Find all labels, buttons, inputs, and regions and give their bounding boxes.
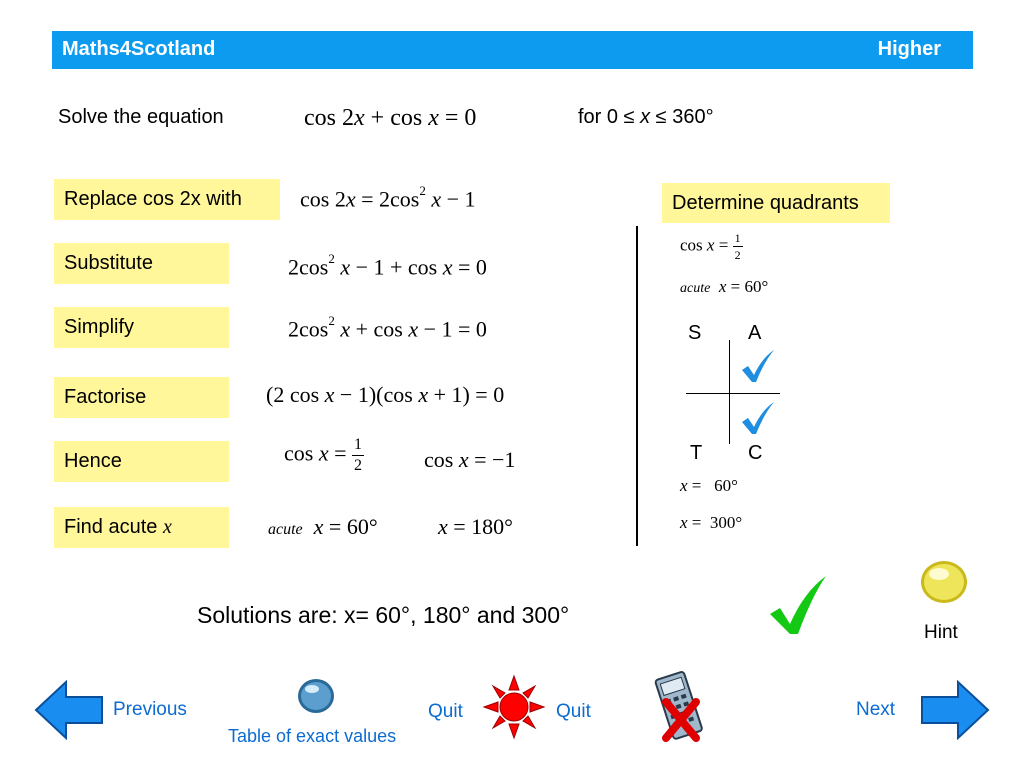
determine-quadrants-label: Determine quadrants [662, 183, 890, 223]
simplify-equation: $2\cos^2$ x + cos x − 1 = 0 [288, 313, 487, 342]
previous-arrow-icon[interactable] [34, 680, 104, 740]
header-bar [52, 31, 973, 69]
substitute-equation: $2\cos^2$ x − 1 + cos x = 0 [288, 251, 487, 280]
sun-quit-icon[interactable] [482, 674, 546, 740]
question-prompt: Solve the equation [58, 106, 224, 128]
step-label-find-acute: Find acute x [54, 507, 229, 548]
quadrant-a: A [748, 322, 762, 344]
green-check-icon [768, 574, 828, 636]
quadrant-solution-2: x = 300° [680, 513, 743, 532]
second-solution: x = 180° [438, 514, 513, 539]
table-orb-icon[interactable] [296, 676, 336, 716]
hint-orb-icon[interactable] [918, 557, 970, 607]
calculator-disallowed-icon [652, 668, 708, 744]
step-label-hence: Hence [54, 441, 229, 482]
replace-identity: $\cos 2x = 2\cos^2$ x − 1 [300, 183, 476, 212]
step-label-substitute: Substitute [54, 243, 229, 284]
quadrant-axis-vertical [729, 340, 730, 444]
divider-line [636, 226, 638, 546]
check-icon-first-quadrant [740, 348, 776, 384]
quadrant-solution-1: x = 60° [680, 476, 738, 495]
previous-link[interactable]: Previous [113, 699, 187, 720]
step-label-replace: Replace cos 2x with [54, 179, 280, 220]
quadrant-c: C [748, 442, 763, 464]
check-icon-fourth-quadrant [740, 400, 776, 436]
quadrant-acute-equation: acute x = 60° [680, 277, 769, 296]
acute-solution: acute x = 60° [268, 514, 378, 539]
table-of-exact-values-link[interactable]: Table of exact values [228, 726, 397, 746]
step-label-simplify: Simplify [54, 307, 229, 348]
brand-title: Maths4Scotland [62, 38, 216, 60]
quit-link-right[interactable]: Quit [556, 701, 591, 722]
next-arrow-icon[interactable] [920, 680, 990, 740]
quadrant-t: T [690, 442, 703, 464]
solutions-text: Solutions are: x= 60°, 180° and 300° [197, 602, 570, 628]
factorise-equation: (2 cos x − 1)(cos x + 1) = 0 [266, 382, 505, 407]
quadrant-cos-equation: cos x = $\frac{1}{2}$ [680, 231, 741, 262]
next-link[interactable]: Next [856, 699, 896, 720]
quadrant-axis-horizontal [686, 393, 780, 394]
question-equation: cos 2x + cos x = 0 [304, 105, 477, 131]
quit-link-left[interactable]: Quit [428, 701, 463, 722]
hence-equation-b: cos x = −1 [424, 447, 516, 472]
hence-equation-a: cos x = $\frac{1}{2}$ [284, 436, 363, 474]
hint-label[interactable]: Hint [924, 622, 958, 643]
quadrant-s: S [688, 322, 702, 344]
level-title: Higher [877, 38, 941, 60]
question-range: for 0 ≤ x ≤ 360° [578, 106, 714, 128]
step-label-factorise: Factorise [54, 377, 229, 418]
